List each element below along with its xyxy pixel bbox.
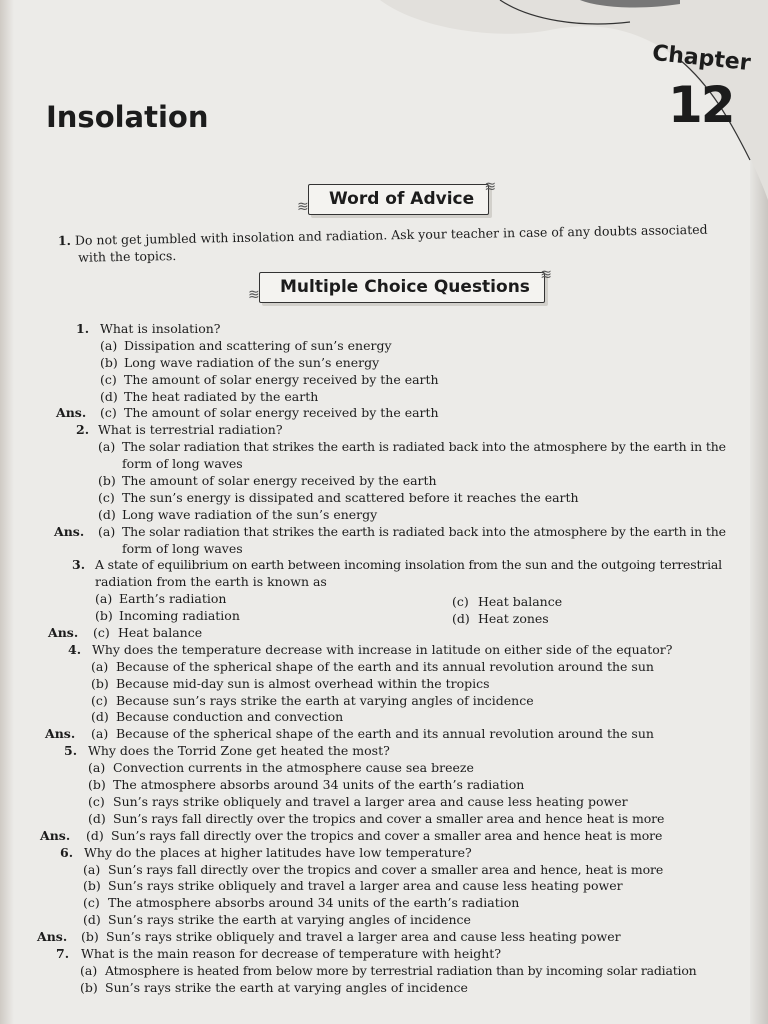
option-label: (b) [91,675,109,691]
answer [0,405,750,422]
option-label: (c) [98,489,115,505]
answer-label: Ans. [37,929,68,945]
option-text: Heat zones [478,611,549,627]
option-text: The sun’s energy is dissipated and scattered before it reaches the earth [122,489,579,505]
option-label: (b) [100,354,118,370]
option-label: (c) [88,793,105,809]
option [0,794,750,811]
option-label: (c) [452,594,469,610]
question-number: 7. [56,945,70,961]
option-label: (c) [83,895,100,911]
option [0,355,750,372]
mcq-banner [248,267,552,303]
page-title: Insolation [46,100,209,134]
option [0,709,750,726]
question-2 [0,422,750,439]
option [0,963,750,980]
mcq-list [0,321,750,997]
option [0,389,750,406]
question-number: 3. [72,557,86,573]
option [0,490,750,507]
question-text: Why do the places at higher latitudes have low temperature? [84,844,472,860]
option-text: Because sun’s rays strike the earth at varying angles of incidence [116,692,534,708]
option-text: Because mid-day sun is almost overhead within the tropics [116,675,490,691]
question-text-continued: radiation from the earth is known as [95,574,327,590]
option-label: (a) [80,962,98,978]
option-text: Because conduction and convection [116,709,344,725]
advice-number: 1. [57,232,72,249]
option-text: Incoming radiation [119,608,240,624]
option-text: Long wave radiation of the sun’s energy [122,506,378,522]
answer [0,828,750,845]
answer-label: Ans. [40,827,71,843]
question-1 [0,321,750,338]
option-label: (a) [98,439,116,455]
option [0,862,750,879]
option-text: The solar radiation that strikes the earth is radiated back into the atmosphere by the earth in the [122,439,726,455]
answer-text: The amount of solar energy received by the earth [124,405,439,421]
option-text: Earth’s radiation [119,591,227,607]
answer [0,929,750,946]
question-text: Why does the temperature decrease with increase in latitude on either side of the equator? [92,641,673,657]
advice-list [58,220,758,266]
option [0,811,750,828]
scroll-curl-icon: ≋ [248,287,260,303]
option [0,659,750,676]
option-text: The heat radiated by the earth [124,388,319,404]
option [0,878,750,895]
option-label: (d) [452,611,470,627]
option-text-continued: form of long waves [122,456,243,472]
answer-label: Ans. [45,726,76,742]
option [0,372,750,389]
question-number: 5. [64,743,78,759]
option-label: (a) [83,861,101,877]
option [0,760,750,777]
answer-label: Ans. [48,625,79,641]
option-text: The atmosphere absorbs around 34 units of the earth’s radiation [113,777,525,793]
answer-option: (b) [81,929,99,945]
option-text: Because of the spherical shape of the earth and its annual revolution around the sun [116,658,654,674]
option [0,693,750,710]
option-label: (a) [95,591,113,607]
option-text: Sun’s rays fall directly over the tropics and cover a smaller area and hence, heat is more [108,861,664,877]
answer-label: Ans. [54,523,85,539]
answer-text: Heat balance [118,625,203,641]
question-4 [0,642,750,659]
option-label: (a) [100,337,118,353]
answer-option: (c) [93,625,110,641]
option [0,912,750,929]
option-text: The atmosphere absorbs around 34 units of the earth’s radiation [108,895,520,911]
option [0,439,750,456]
question-number: 2. [76,422,90,438]
option-text: Sun’s rays strike the earth at varying angles of incidence [108,912,471,928]
answer-text: The solar radiation that strikes the earth is radiated back into the atmosphere by the earth in the [122,523,726,539]
answer-option: (a) [91,726,109,742]
answer-text-continued: form of long waves [122,540,243,556]
question-text: A state of equilibrium on earth between incoming insolation from the sun and the outgoing terrestrial [95,557,722,573]
option-label: (b) [95,608,113,624]
option-text: Sun’s rays fall directly over the tropics and cover a smaller area and hence heat is more [113,810,665,826]
answer-option: (a) [98,523,116,539]
option [0,473,750,490]
answer-label: Ans. [56,405,87,421]
option-text: Sun’s rays strike obliquely and travel a larger area and cause less heating power [113,793,628,809]
option-text: Atmosphere is heated from below more by terrestrial radiation than by incoming solar radiation [105,962,697,978]
option [0,338,750,355]
question-text: What is the main reason for decrease of temperature with height? [81,945,502,961]
scroll-curl-icon: ≋ [297,199,309,215]
advice-text-continued: with the topics. [78,248,177,265]
question-text: What is terrestrial radiation? [98,422,283,438]
answer-continued [0,541,750,558]
option-label: (b) [80,979,98,995]
answer-option: (c) [100,405,117,421]
question-number: 6. [60,844,74,860]
scroll-curl-icon: ≋ [540,267,552,283]
question-number: 4. [68,641,82,657]
option [0,895,750,912]
option-label: (c) [100,371,117,387]
option-label: (a) [91,658,109,674]
option-label: (d) [91,709,109,725]
option-text: The amount of solar energy received by the earth [124,371,439,387]
option-text: The amount of solar energy received by the earth [122,473,437,489]
option-row [0,608,750,625]
option-text: Dissipation and scattering of sun’s energy [124,337,392,353]
question-6 [0,845,750,862]
word-of-advice-banner [297,179,497,215]
option-label: (b) [88,777,106,793]
answer [0,524,750,541]
chapter-number: 12 [668,76,734,134]
option [0,507,750,524]
answer [0,726,750,743]
chapter-label: Chapter [650,40,752,77]
option-text: Sun’s rays strike the earth at varying angles of incidence [105,979,468,995]
option-text: Sun’s rays strike obliquely and travel a larger area and cause less heating power [108,878,623,894]
option [0,777,750,794]
option-text: Heat balance [478,594,563,610]
question-5 [0,743,750,760]
option [0,980,750,997]
option-continued [0,456,750,473]
question-number: 1. [76,321,90,336]
question-text: What is insolation? [100,321,221,336]
scroll-curl-icon: ≋ [484,179,497,195]
question-7 [0,946,750,963]
option-label: (b) [83,878,101,894]
question-3 [0,557,750,574]
word-of-advice-heading: Word of Advice [329,189,475,209]
answer-option: (d) [86,827,104,843]
advice-text: Do not get jumbled with insolation and radiation. Ask your teacher in case of any doubts associated [74,221,708,248]
option-label: (d) [100,388,118,404]
answer-text: Sun’s rays fall directly over the tropics and cover a smaller area and hence heat is more [111,827,663,843]
answer-text: Because of the spherical shape of the earth and its annual revolution around the sun [116,726,654,742]
question-continued [0,574,750,591]
option-label: (c) [91,692,108,708]
option-label: (b) [98,473,116,489]
answer [0,625,750,642]
option-label: (d) [83,912,101,928]
mcq-heading: Multiple Choice Questions [280,277,530,297]
option-label: (d) [88,810,106,826]
option-label: (d) [98,506,116,522]
option-label: (a) [88,760,106,776]
option-text: Long wave radiation of the sun’s energy [124,354,380,370]
option [0,676,750,693]
option-text: Convection currents in the atmosphere cause sea breeze [113,760,474,776]
question-text: Why does the Torrid Zone get heated the most? [88,743,390,759]
option-row [0,591,750,608]
answer-text: Sun’s rays strike obliquely and travel a larger area and cause less heating power [106,929,621,945]
